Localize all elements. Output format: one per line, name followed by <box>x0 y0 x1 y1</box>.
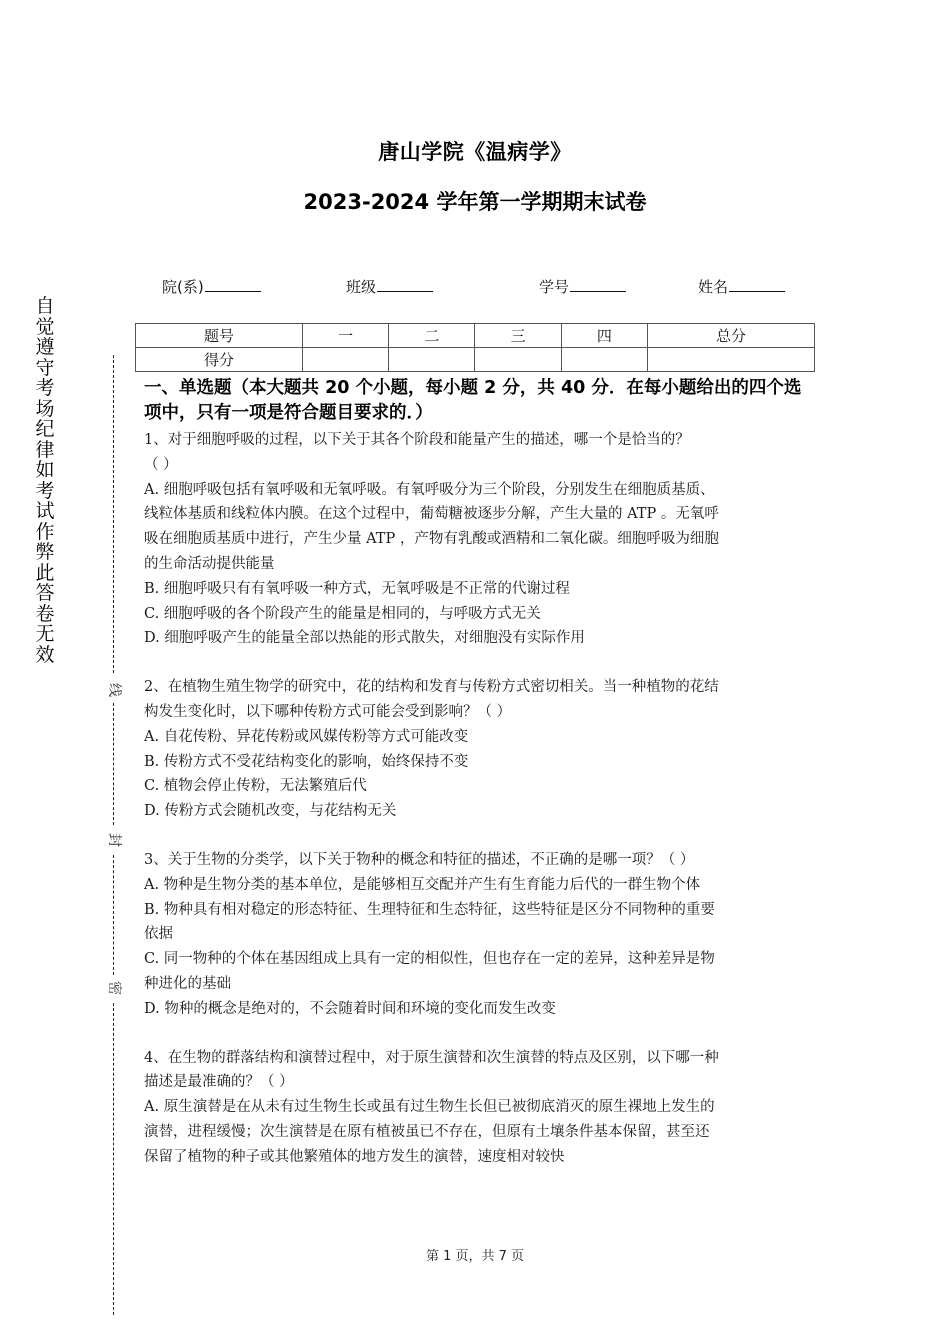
table-header-cell: 题号 <box>136 324 303 348</box>
section-heading: 一、单选题（本大题共 20 个小题，每小题 2 分，共 40 分．在每小题给出的四个选项中，只有一项是符合题目要求的．） <box>144 378 802 423</box>
score-cell[interactable] <box>389 348 475 372</box>
seal-dashed-line <box>113 855 114 975</box>
exam-title: 唐山学院《温病学》 <box>378 140 572 164</box>
option-c[interactable]: C. 植物会停止传粉，无法繁殖后代 <box>144 778 367 795</box>
table-header-cell: 三 <box>475 324 561 348</box>
score-table-header-row <box>136 324 815 348</box>
option-text: 保留了植物的种子或其他繁殖体的地方发生的演替，速度相对较快 <box>144 1148 565 1165</box>
option-text: C. 同一物种的个体在基因组成上具有一定的相似性，但也存在一定的差异，这种差异是物 <box>144 951 715 968</box>
exam-subtitle: 2023-2024 学年第一学期期末试卷 <box>303 190 647 214</box>
option-text: B. 物种具有相对稳定的形态特征、生理特征和生态特征，这些特征是区分不同物种的重要 <box>144 901 715 918</box>
option-a[interactable] <box>144 478 814 577</box>
seal-mark-line: 线 <box>106 683 122 697</box>
name-blank[interactable] <box>729 276 785 292</box>
table-header-cell: 二 <box>389 324 475 348</box>
score-row-label: 得分 <box>136 348 303 372</box>
score-cell[interactable] <box>475 348 561 372</box>
option-a[interactable]: A. 自花传粉、异花传粉或风媒传粉等方式可能改变 <box>144 728 469 745</box>
option-text: 种进化的基础 <box>144 975 231 992</box>
option-a[interactable]: A. 物种是生物分类的基本单位，是能够相互交配并产生有生育能力后代的一群生物个体 <box>144 876 701 893</box>
department-label: 院(系) <box>162 278 204 296</box>
score-cell[interactable] <box>561 348 647 372</box>
table-header-cell: 总分 <box>647 324 814 348</box>
table-header-cell: 四 <box>561 324 647 348</box>
seal-dashed-line <box>113 1003 114 1315</box>
question-2 <box>144 675 814 824</box>
option-text: 依据 <box>144 926 173 943</box>
question-4 <box>144 1046 814 1170</box>
option-b[interactable] <box>144 898 814 948</box>
option-text: A. 原生演替是在从未有过生物生长或虽有过生物生长但已被彻底消灭的原生裸地上发生的 <box>144 1099 715 1116</box>
option-text: 线粒体基质和线粒体内膜。在这个过程中，葡萄糖被逐步分解，产生大量的 ATP 。无氧呼 <box>144 506 719 523</box>
option-a[interactable] <box>144 1095 814 1169</box>
department-field[interactable] <box>162 276 261 297</box>
option-c[interactable]: C. 细胞呼吸的各个阶段产生的能量是相同的，与呼吸方式无关 <box>144 605 541 622</box>
question-stem: 描述是最准确的？（ ） <box>144 1074 294 1091</box>
score-table <box>135 323 815 372</box>
name-field[interactable] <box>698 276 785 297</box>
class-blank[interactable] <box>377 276 433 292</box>
option-text: A. 细胞呼吸包括有氧呼吸和无氧呼吸。有氧呼吸分为三个阶段，分别发生在细胞质基质、 <box>144 481 715 498</box>
exam-content <box>144 376 814 1170</box>
option-text: 的生命活动提供能量 <box>144 555 275 572</box>
seal-dashed-line <box>113 703 114 825</box>
seal-mark-secret: 密 <box>106 981 122 995</box>
question-stem: 2、在植物生殖生物学的研究中，花的结构和发育与传粉方式密切相关。当一种植物的花结 <box>144 679 719 696</box>
score-cell[interactable] <box>647 348 814 372</box>
question-stem: 1、对于细胞呼吸的过程，以下关于其各个阶段和能量产生的描述，哪一个是恰当的？ <box>144 432 690 448</box>
class-label: 班级 <box>346 278 377 296</box>
option-text: 演替，进程缓慢；次生演替是在原有植被虽已不存在，但原有土壤条件基本保留，甚至还 <box>144 1123 710 1140</box>
student-id-blank[interactable] <box>570 276 626 292</box>
option-d[interactable]: D. 传粉方式会随机改变，与花结构无关 <box>144 803 397 820</box>
score-table-score-row <box>136 348 815 372</box>
option-d[interactable]: D. 细胞呼吸产生的能量全部以热能的形式散失，对细胞没有实际作用 <box>144 630 585 647</box>
seal-dashed-line <box>113 355 114 673</box>
option-b[interactable]: B. 细胞呼吸只有有氧呼吸一种方式，无氧呼吸是不正常的代谢过程 <box>144 580 570 597</box>
table-header-cell: 一 <box>303 324 389 348</box>
exam-discipline-notice: 自觉遵守考场纪律如考试作弊此答卷无效 <box>35 295 55 666</box>
student-id-label: 学号 <box>539 278 570 296</box>
class-field[interactable] <box>346 276 433 297</box>
answer-blank: （ ） <box>144 456 178 473</box>
question-stem: 构发生变化时，以下哪种传粉方式可能会受到影响？（ ） <box>144 703 512 720</box>
option-text: 吸在细胞质基质中进行，产生少量 ATP ，产物有乳酸或酒精和二氧化碳。细胞呼吸为细胞 <box>144 531 719 548</box>
question-1 <box>144 428 814 651</box>
question-stem: 3、关于生物的分类学，以下关于物种的概念和特征的描述，不正确的是哪一项？（ ） <box>144 851 695 868</box>
score-cell[interactable] <box>303 348 389 372</box>
name-label: 姓名 <box>698 278 729 296</box>
question-3 <box>144 848 814 1022</box>
option-c[interactable] <box>144 947 814 997</box>
question-stem: 4、在生物的群落结构和演替过程中，对于原生演替和次生演替的特点及区别，以下哪一种 <box>144 1049 719 1066</box>
page-number: 第 1 页，共 7 页 <box>425 1249 525 1264</box>
department-blank[interactable] <box>205 276 261 292</box>
student-id-field[interactable] <box>539 276 626 297</box>
student-info-row <box>0 276 950 298</box>
seal-mark-seal: 封 <box>106 833 122 847</box>
option-d[interactable]: D. 物种的概念是绝对的，不会随着时间和环境的变化而发生改变 <box>144 1000 556 1017</box>
option-b[interactable]: B. 传粉方式不受花结构变化的影响，始终保持不变 <box>144 753 469 770</box>
